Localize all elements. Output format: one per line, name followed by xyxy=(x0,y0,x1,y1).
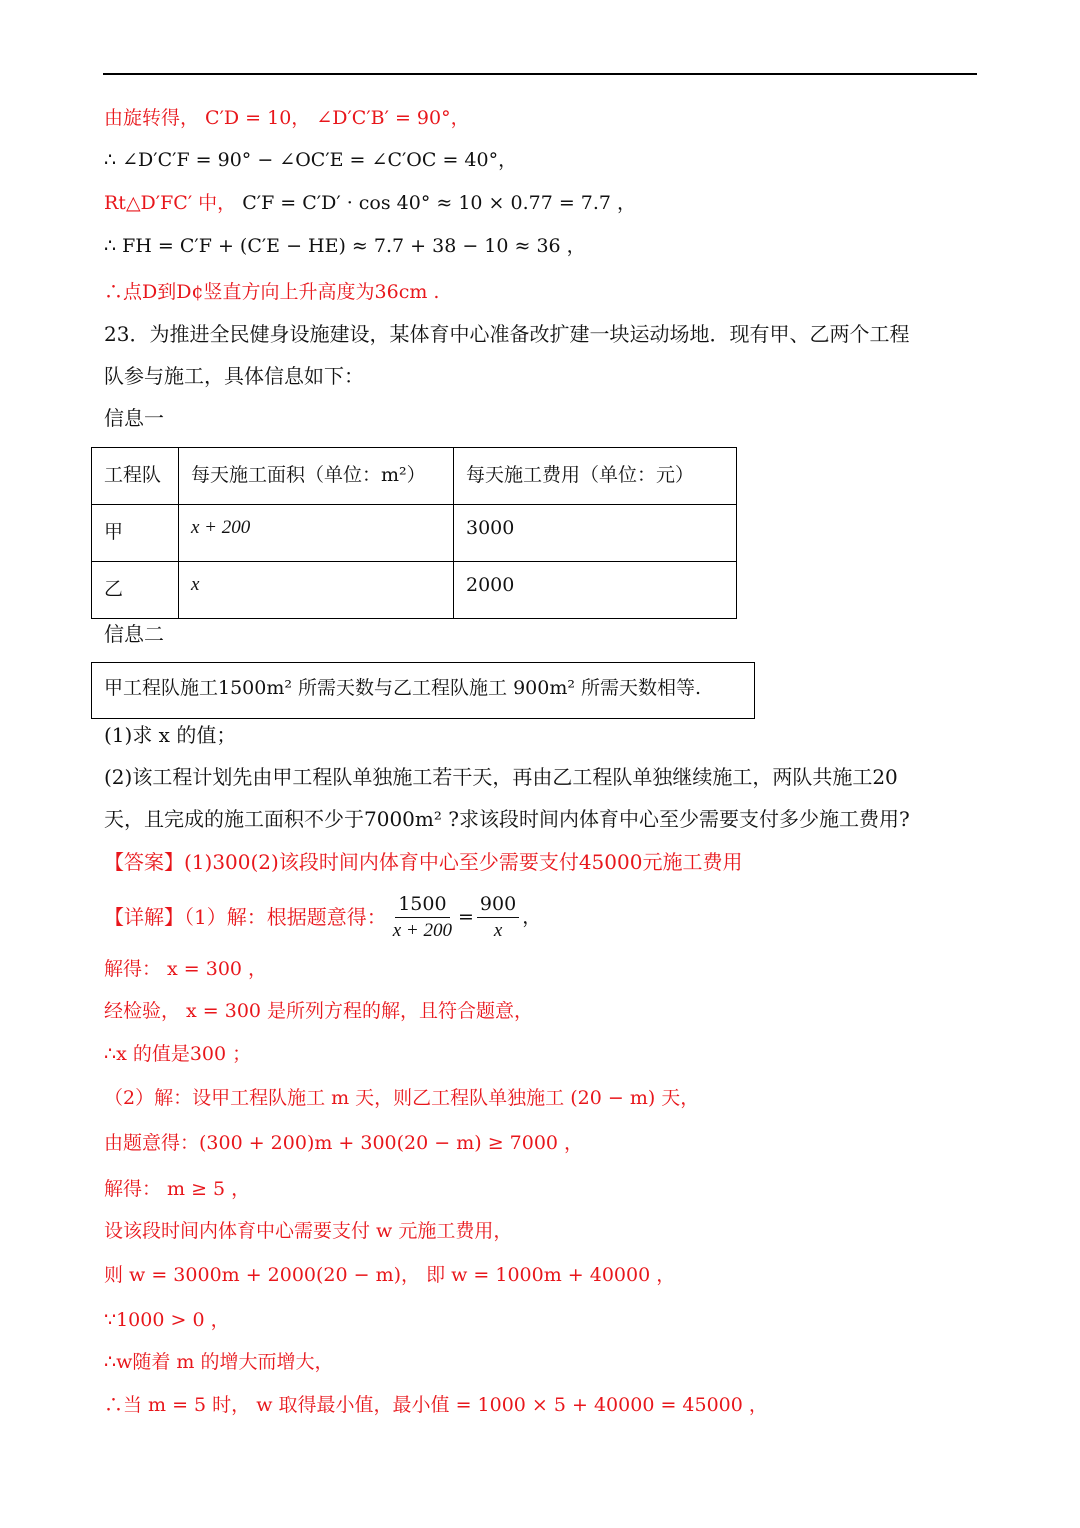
solve-line10: ∴w随着 m 的增大而增大， xyxy=(104,1351,334,1373)
table-header-row xyxy=(92,448,737,505)
answer-line: 【答案】(1)300(2)该段时间内体育中心至少需要支付45000元施工费用 xyxy=(104,850,743,874)
question-part2-line1: (2)该工程计划先由甲工程队单独施工若干天，再由乙工程队单独继续施工，两队共施工20 xyxy=(104,765,898,789)
solve-line8: 则 w = 3000m + 2000(20 − m)， 即 w = 1000m + 40000 ， xyxy=(104,1264,676,1286)
solve-line3: ∴x 的值是300 ； xyxy=(104,1043,252,1065)
table-row xyxy=(92,562,737,619)
table-row xyxy=(92,505,737,562)
table-cell: 乙 xyxy=(92,562,179,619)
info-two-box xyxy=(91,662,755,719)
info-one-label: 信息一 xyxy=(104,406,164,430)
solve-line4: （2）解：设甲工程队施工 m 天，则乙工程队单独施工 (20 − m) 天， xyxy=(104,1087,700,1109)
table-cell: 甲 xyxy=(92,505,179,562)
rt-formula: C′F = C′D′ · cos 40° ≈ 10 × 0.77 = 7.7 ， xyxy=(242,192,637,214)
solve-line6: 解得： m ≥ 5 ， xyxy=(104,1178,251,1200)
solve-line7: 设该段时间内体育中心需要支付 w 元施工费用， xyxy=(104,1220,513,1242)
detail-label: 【详解】（1）解：根据题意得： xyxy=(104,905,387,929)
rt-label: Rt△D′FC′ 中， xyxy=(104,192,243,214)
table-cell: x xyxy=(179,562,454,619)
question-23-line1: 23．为推进全民健身设施建设，某体育中心准备改扩建一块运动场地．现有甲、乙两个工程 xyxy=(104,322,910,346)
table-cell: x + 200 xyxy=(179,505,454,562)
table-header-cell: 工程队 xyxy=(92,448,179,505)
solve-line1: 解得： x = 300 ， xyxy=(104,958,268,980)
line-rt-triangle xyxy=(104,191,636,215)
line-rotation: 由旋转得， C′D = 10， ∠D′C′B′ = 90°， xyxy=(104,107,470,129)
info-two-text: 甲工程队施工1500m² 所需天数与乙工程队施工 900m² 所需天数相等. xyxy=(104,677,702,699)
question-23-line2: 队参与施工，具体信息如下： xyxy=(104,364,364,388)
detail-line xyxy=(104,892,541,942)
fraction-900: $\frac{900}{x}$ xyxy=(477,893,519,942)
table-header-cell: 每天施工费用（单位：元） xyxy=(454,448,737,505)
table-header-cell: 每天施工面积（单位：m²） xyxy=(179,448,454,505)
top-rule xyxy=(103,73,977,75)
table-cell: 2000 xyxy=(454,562,737,619)
fraction-1500: $\frac{1500}{x + 200}$ xyxy=(392,892,452,941)
info-two-label: 信息二 xyxy=(104,622,164,646)
question-part1: (1)求 x 的值； xyxy=(104,723,237,747)
solve-line2: 经检验， x = 300 是所列方程的解，且符合题意， xyxy=(104,1000,534,1022)
solve-line9: ∵1000 > 0 ， xyxy=(104,1309,230,1331)
line-angle: ∴ ∠D′C′F = 90° − ∠OC′E = ∠C′OC = 40°， xyxy=(104,149,518,171)
info-table xyxy=(91,447,737,619)
question-part2-line2: 天，且完成的施工面积不少于7000m² ?求该段时间内体育中心至少需要支付多少施工费用? xyxy=(104,807,910,831)
table-cell: 3000 xyxy=(454,505,737,562)
line-fh: ∴ FH = C′F + (C′E − HE) ≈ 7.7 + 38 − 10 ≈ 36 ， xyxy=(104,235,586,257)
detail-comma: ， xyxy=(522,906,542,928)
solve-line5: 由题意得：(300 + 200)m + 300(20 − m) ≥ 7000 ， xyxy=(104,1132,584,1154)
fraction-equals: = xyxy=(458,906,474,928)
solve-line11: ∴当 m = 5 时， w 取得最小值，最小值 = 1000 × 5 + 40000 = 45000 ， xyxy=(104,1394,768,1416)
line-conclusion: ∴点D到D¢竖直方向上升高度为36cm . xyxy=(104,281,440,303)
